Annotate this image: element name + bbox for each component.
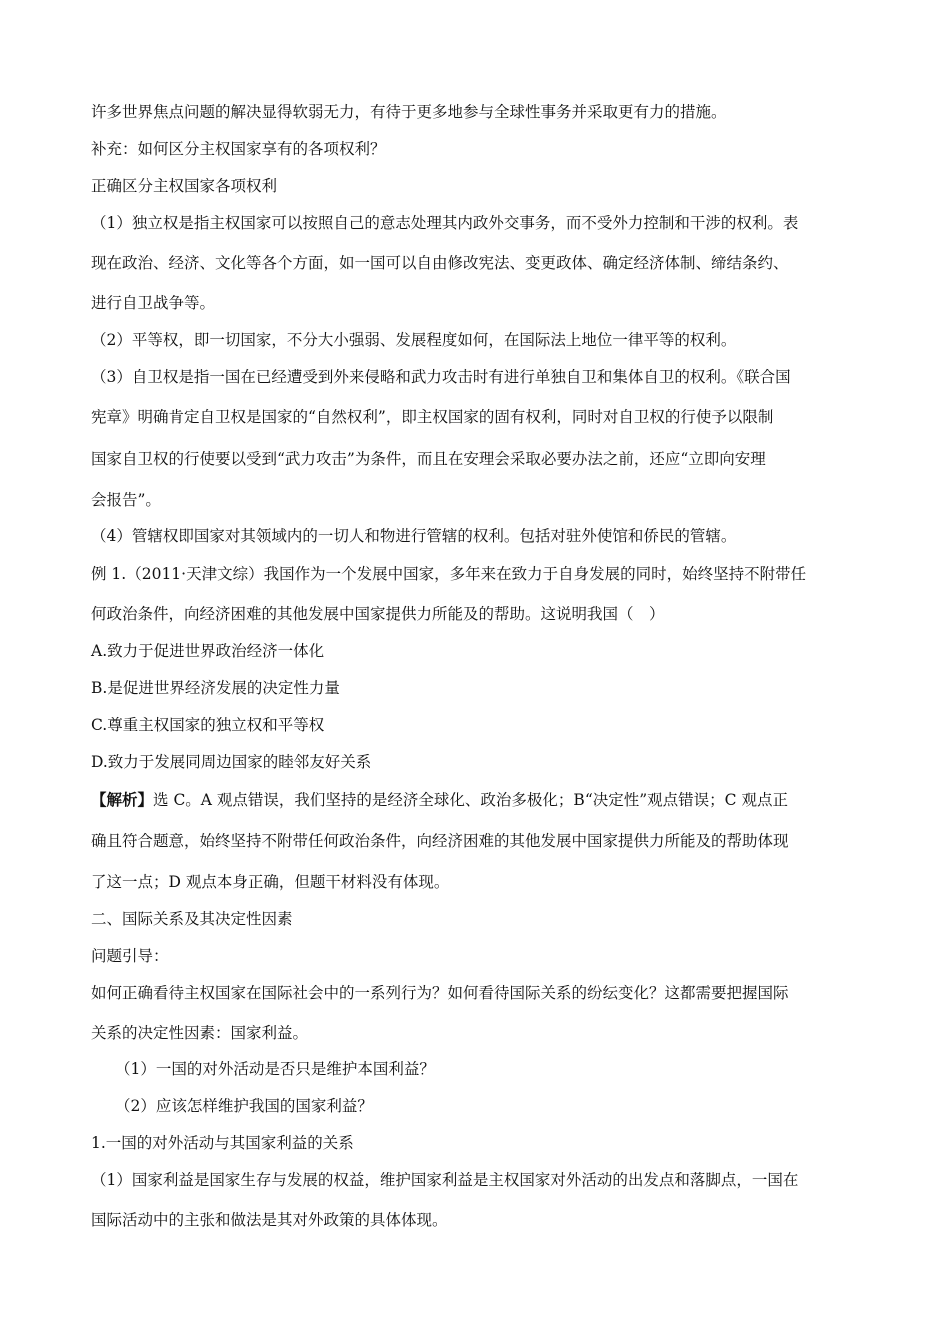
- supplement-question: 补充：如何区分主权国家享有的各项权利？: [91, 140, 386, 158]
- section-heading: 二、国际关系及其决定性因素: [91, 910, 293, 928]
- paragraph-line: 会报告”。: [91, 491, 161, 509]
- subsection-heading: 1.一国的对外活动与其国家利益的关系: [91, 1134, 354, 1152]
- analysis-label: 【解析】: [91, 790, 154, 809]
- option-c: C.尊重主权国家的独立权和平等权: [91, 716, 325, 734]
- paragraph-line: （1）独立权是指主权国家可以按照自己的意志处理其内政外交事务，而不受外力控制和干涉的权利。表: [91, 214, 799, 232]
- paragraph-line: （3）自卫权是指一国在已经遭受到外来侵略和武力攻击时有进行单独自卫和集体自卫的权利。《联合国: [91, 368, 791, 386]
- paragraph-line: （4）管辖权即国家对其领域内的一切人和物进行管辖的权利。包括对驻外使馆和侨民的管辖。: [91, 527, 737, 545]
- paragraph-line: 宪章》明确肯定自卫权是国家的“自然权利”，即主权国家的固有权利，同时对自卫权的行使予以限制: [91, 408, 774, 426]
- paragraph-line: 现在政治、经济、文化等各个方面，如一国可以自由修改宪法、变更政体、确定经济体制、缔结条约、: [91, 254, 789, 272]
- option-b: B.是促进世界经济发展的决定性力量: [91, 679, 340, 697]
- analysis-text: 选 C。A 观点错误，我们坚持的是经济全球化、政治多极化；B“决定性”观点错误；C 观点正: [153, 791, 788, 809]
- section-heading: 正确区分主权国家各项权利: [91, 177, 278, 195]
- paragraph-line: （2）平等权，即一切国家，不分大小强弱、发展程度如何，在国际法上地位一律平等的权利。: [91, 331, 737, 349]
- paragraph-line: 国家自卫权的行使要以受到“武力攻击”为条件，而且在安理会采取必要办法之前，还应“立即向安理: [91, 450, 766, 468]
- paragraph-line: 进行自卫战争等。: [91, 294, 216, 312]
- paragraph-line: 许多世界焦点问题的解决显得软弱无力，有待于更多地参与全球性事务并采取更有力的措施。: [91, 103, 727, 121]
- paragraph-line: 国际活动中的主张和做法是其对外政策的具体体现。: [91, 1211, 448, 1229]
- option-a: A.致力于促进世界政治经济一体化: [91, 642, 325, 660]
- analysis-line: 了这一点；D 观点本身正确，但题干材料没有体现。: [91, 873, 450, 891]
- guide-question: （1）一国的对外活动是否只是维护本国利益？: [115, 1060, 435, 1078]
- analysis-line: [91, 790, 866, 810]
- example-question: 何政治条件，向经济困难的其他发展中国家提供力所能及的帮助。这说明我国（ ）: [91, 605, 665, 623]
- analysis-line: 确且符合题意，始终坚持不附带任何政治条件，向经济困难的其他发展中国家提供力所能及的帮助体现: [91, 832, 789, 850]
- guide-question: （2）应该怎样维护我国的国家利益？: [115, 1097, 373, 1115]
- paragraph-line: 关系的决定性因素：国家利益。: [91, 1024, 309, 1042]
- example-question: 例 1.（2011·天津文综）我国作为一个发展中国家，多年来在致力于自身发展的同时，始终坚持不附带任: [91, 565, 807, 583]
- option-d: D.致力于发展同周边国家的睦邻友好关系: [91, 753, 372, 771]
- question-guide-label: 问题引导：: [91, 947, 169, 965]
- paragraph-line: （1）国家利益是国家生存与发展的权益，维护国家利益是主权国家对外活动的出发点和落脚点，一国在: [91, 1171, 799, 1189]
- paragraph-line: 如何正确看待主权国家在国际社会中的一系列行为？如何看待国际关系的纷纭变化？这都需要把握国际: [91, 984, 789, 1002]
